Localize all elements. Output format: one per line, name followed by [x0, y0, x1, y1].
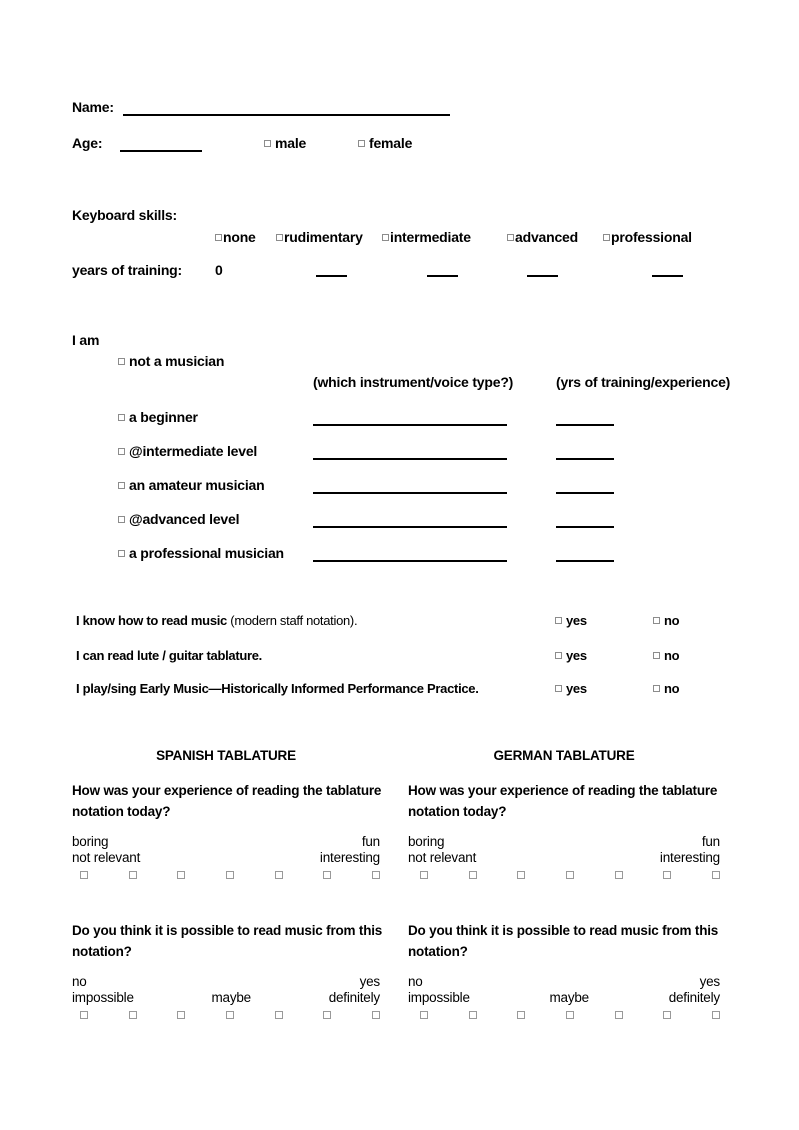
- advanced-checkbox[interactable]: [507, 234, 514, 241]
- advanced-years-line[interactable]: [556, 511, 614, 528]
- read-tablature-yes-option[interactable]: yes: [555, 648, 587, 663]
- intermediate-years-line[interactable]: [556, 443, 614, 460]
- beginner-years-line[interactable]: [556, 409, 614, 426]
- possible-scale-labels: no impossible maybe yes definitely: [408, 974, 720, 1005]
- female-label: female: [369, 135, 413, 151]
- spanish-tablature-section: [72, 748, 383, 1028]
- option-intermediate-level[interactable]: @intermediate level: [118, 443, 257, 459]
- possible-question: Do you think it is possible to read music from this notation?: [408, 923, 719, 959]
- male-option[interactable]: [264, 135, 306, 151]
- amateur-checkbox[interactable]: [118, 482, 125, 489]
- statement-read-tablature: I can read lute / guitar tablature.: [76, 648, 262, 663]
- scale-checkbox-3[interactable]: [517, 1011, 525, 1019]
- option-advanced-level[interactable]: @advanced level: [118, 511, 239, 527]
- scale-checkbox-2[interactable]: [469, 1011, 477, 1019]
- years-intermediate-line[interactable]: [427, 262, 458, 277]
- statement-early-music: I play/sing Early Music—Historically Informed Performance Practice.: [76, 681, 479, 696]
- scale-checkbox-5[interactable]: [275, 871, 283, 879]
- scale-checkbox-6[interactable]: [323, 871, 331, 879]
- male-label: male: [275, 135, 307, 151]
- read-music-no-checkbox[interactable]: [653, 617, 660, 624]
- intermediate-instrument-line[interactable]: [313, 443, 507, 460]
- scale-checkbox-6[interactable]: [663, 1011, 671, 1019]
- scale-checkbox-5[interactable]: [615, 1011, 623, 1019]
- scale-checkbox-5[interactable]: [275, 1011, 283, 1019]
- advanced-instrument-line[interactable]: [313, 511, 507, 528]
- beginner-checkbox[interactable]: [118, 414, 125, 421]
- scale-checkbox-1[interactable]: [420, 1011, 428, 1019]
- intermediate-level-checkbox[interactable]: [118, 448, 125, 455]
- scale-checkbox-4[interactable]: [566, 871, 574, 879]
- scale-checkbox-5[interactable]: [615, 871, 623, 879]
- years-none-value: 0: [215, 262, 223, 278]
- read-tablature-no-option[interactable]: no: [653, 648, 679, 663]
- professional-checkbox[interactable]: [603, 234, 610, 241]
- name-input-line[interactable]: [123, 99, 450, 116]
- rudimentary-checkbox[interactable]: [276, 234, 283, 241]
- scale-checkbox-6[interactable]: [323, 1011, 331, 1019]
- name-label: Name:: [72, 99, 114, 115]
- read-music-no-option[interactable]: no: [653, 613, 679, 628]
- i-am-label: I am: [72, 332, 100, 348]
- scale-checkbox-2[interactable]: [469, 871, 477, 879]
- possible-scale-labels: no impossible maybe yes definitely: [72, 974, 380, 1005]
- keyboard-level-advanced[interactable]: advanced: [507, 229, 578, 245]
- read-tablature-yes-checkbox[interactable]: [555, 652, 562, 659]
- female-option[interactable]: [358, 135, 412, 151]
- none-checkbox[interactable]: [215, 234, 222, 241]
- early-music-yes-checkbox[interactable]: [555, 685, 562, 692]
- scale-checkbox-7[interactable]: [372, 871, 380, 879]
- possible-question: Do you think it is possible to read music from this notation?: [72, 923, 383, 959]
- female-checkbox[interactable]: [358, 140, 365, 147]
- intermediate-checkbox[interactable]: [382, 234, 389, 241]
- keyboard-level-rudimentary[interactable]: rudimentary: [276, 229, 363, 245]
- scale-checkbox-7[interactable]: [712, 1011, 720, 1019]
- scale-checkbox-3[interactable]: [177, 1011, 185, 1019]
- age-input-line[interactable]: [120, 135, 202, 152]
- scale-checkbox-7[interactable]: [712, 871, 720, 879]
- option-not-a-musician[interactable]: not a musician: [118, 353, 224, 369]
- years-professional-line[interactable]: [652, 262, 683, 277]
- experience-scale: [80, 871, 380, 879]
- professional-musician-checkbox[interactable]: [118, 550, 125, 557]
- amateur-years-line[interactable]: [556, 477, 614, 494]
- scale-checkbox-2[interactable]: [129, 1011, 137, 1019]
- german-tablature-title: GERMAN TABLATURE: [493, 748, 635, 763]
- option-amateur-musician[interactable]: an amateur musician: [118, 477, 264, 493]
- instrument-column-header: (which instrument/voice type?): [313, 374, 514, 390]
- scale-checkbox-1[interactable]: [80, 871, 88, 879]
- years-advanced-line[interactable]: [527, 262, 558, 277]
- age-label: Age:: [72, 135, 103, 151]
- years-column-header: (yrs of training/experience): [556, 374, 731, 390]
- amateur-instrument-line[interactable]: [313, 477, 507, 494]
- scale-checkbox-3[interactable]: [517, 871, 525, 879]
- professional-instrument-line[interactable]: [313, 545, 507, 562]
- experience-question: How was your experience of reading the tablature notation today?: [72, 783, 382, 819]
- statement-read-music: I know how to read music (modern staff notation).: [76, 613, 358, 628]
- option-a-beginner[interactable]: a beginner: [118, 409, 198, 425]
- professional-years-line[interactable]: [556, 545, 614, 562]
- scale-checkbox-2[interactable]: [129, 871, 137, 879]
- experience-scale-labels: boring not relevant fun interesting: [72, 834, 380, 865]
- years-of-training-label: years of training:: [72, 262, 182, 278]
- experience-scale: [420, 871, 720, 879]
- experience-scale-labels: boring not relevant fun interesting: [408, 834, 720, 865]
- scale-checkbox-3[interactable]: [177, 871, 185, 879]
- read-music-yes-option[interactable]: yes: [555, 613, 587, 628]
- early-music-no-checkbox[interactable]: [653, 685, 660, 692]
- read-music-yes-checkbox[interactable]: [555, 617, 562, 624]
- possible-scale: [80, 1011, 380, 1019]
- experience-question: How was your experience of reading the tablature notation today?: [408, 783, 718, 819]
- not-a-musician-checkbox[interactable]: [118, 358, 125, 365]
- german-tablature-section: [408, 748, 720, 1028]
- scale-checkbox-6[interactable]: [663, 871, 671, 879]
- scale-checkbox-4[interactable]: [566, 1011, 574, 1019]
- keyboard-level-professional[interactable]: professional: [603, 229, 692, 245]
- beginner-instrument-line[interactable]: [313, 409, 507, 426]
- spanish-tablature-title: SPANISH TABLATURE: [156, 748, 296, 763]
- option-professional-musician[interactable]: a professional musician: [118, 545, 284, 561]
- male-checkbox[interactable]: [264, 140, 271, 147]
- scale-checkbox-1[interactable]: [80, 1011, 88, 1019]
- read-tablature-no-checkbox[interactable]: [653, 652, 660, 659]
- scale-checkbox-7[interactable]: [372, 1011, 380, 1019]
- possible-scale: [420, 1011, 720, 1019]
- advanced-level-checkbox[interactable]: [118, 516, 125, 523]
- keyboard-level-intermediate[interactable]: intermediate: [382, 229, 471, 245]
- years-rudimentary-line[interactable]: [316, 262, 347, 277]
- scale-checkbox-4[interactable]: [226, 1011, 234, 1019]
- early-music-yes-option[interactable]: yes: [555, 681, 587, 696]
- early-music-no-option[interactable]: no: [653, 681, 679, 696]
- keyboard-skills-title: Keyboard skills:: [72, 207, 177, 223]
- keyboard-level-none[interactable]: none: [215, 229, 256, 245]
- scale-checkbox-1[interactable]: [420, 871, 428, 879]
- scale-checkbox-4[interactable]: [226, 871, 234, 879]
